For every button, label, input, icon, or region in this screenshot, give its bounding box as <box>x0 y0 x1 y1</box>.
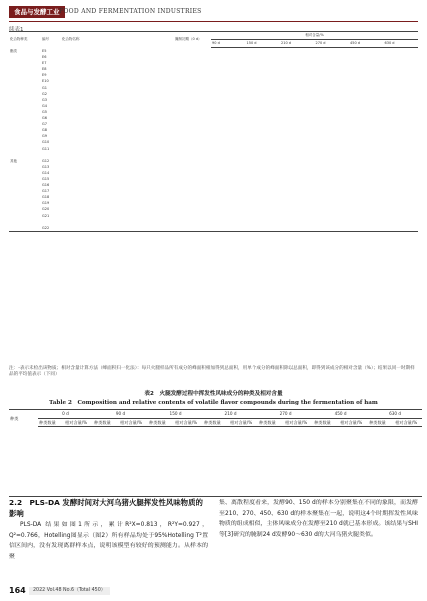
table-cell <box>9 435 38 443</box>
th-subcol: 相对含量/% <box>284 418 313 427</box>
table-cell <box>258 427 284 435</box>
table-cell <box>38 450 64 458</box>
table-cell <box>284 427 313 435</box>
th-subcol: 相对含量/% <box>229 418 258 427</box>
table-cell <box>119 488 148 496</box>
table-cell <box>384 48 419 55</box>
th-subcol: 种类数量 <box>148 418 174 427</box>
th-subcol: 种类数量 <box>368 418 394 427</box>
table-cell <box>211 225 246 232</box>
table1-continued-label: 续表1 <box>9 27 24 33</box>
table-cell <box>394 480 422 488</box>
table-cell: G9 <box>42 134 47 139</box>
th-day: 210 d <box>203 410 258 419</box>
table1-footnote: 注：-表示未检出该物质；相对含量计算方法（峰面积归一化法）：每只火腿样品所有成分的峰面积相加得到总面积，用单个成分的峰面积除以总面积，即得到该成分的相对含量（%）；结果以同一时期样品的平均值表示（下同） <box>9 366 415 378</box>
table-cell <box>203 442 229 450</box>
table-cell <box>64 435 93 443</box>
table-cell: G14 <box>42 170 50 175</box>
th-subcol: 相对含量/% <box>119 418 148 427</box>
table2 <box>9 409 422 497</box>
th-subcol: 种类数量 <box>258 418 284 427</box>
th-category: 化合物种类 <box>9 32 41 48</box>
page-number: 164 <box>9 586 26 595</box>
th-subcol: 种类数量 <box>313 418 339 427</box>
table-cell <box>148 427 174 435</box>
table-cell <box>284 488 313 496</box>
table-row <box>9 458 422 466</box>
table-cell: G3 <box>42 97 47 102</box>
table-cell <box>93 488 119 496</box>
table-cell <box>64 480 93 488</box>
th-subcol: 种类数量 <box>203 418 229 427</box>
table-cell: E9 <box>42 73 47 78</box>
table-cell <box>203 473 229 481</box>
table-cell <box>394 465 422 473</box>
th-subcol: 相对含量/% <box>64 418 93 427</box>
table-cell <box>339 488 368 496</box>
table-cell <box>211 48 246 55</box>
th-day: 630 d <box>368 410 422 419</box>
table-cell <box>229 435 258 443</box>
table-cell: G10 <box>42 140 50 145</box>
table-cell <box>203 450 229 458</box>
table-cell <box>119 480 148 488</box>
table-cell <box>258 465 284 473</box>
table-cell <box>203 435 229 443</box>
table-cell <box>174 458 203 466</box>
table-cell <box>64 458 93 466</box>
th-day: 210 d <box>280 40 315 48</box>
th-subcol: 相对含量/% <box>394 418 422 427</box>
table-cell <box>38 465 64 473</box>
table-cell <box>64 450 93 458</box>
th-compound-name: 化合物名称 <box>61 32 174 48</box>
table-cell <box>148 488 174 496</box>
table-cell <box>9 480 38 488</box>
running-header <box>9 6 418 19</box>
text-column-right <box>219 498 418 540</box>
table-cell <box>38 435 64 443</box>
body-paragraph: 集、离散程度看来，发酵90、150 d的样本分别聚集在不同的象限，而发酵至210、270、450、630 d的样本聚集在一起，说明这4个时期挥发性风味物质的组成相似，主体风味成分在发酵至210 d就已基本形成。该结果与SHI等[3]研究的腌制24 d发酵90～630 d的大河乌猪火腿类似。 <box>219 500 418 538</box>
table-cell <box>174 442 203 450</box>
journal-name-cn: 食品与发酵工业 <box>9 6 65 18</box>
table-cell <box>148 435 174 443</box>
table-cell <box>9 458 38 466</box>
table-cell <box>258 442 284 450</box>
table-cell <box>384 225 419 232</box>
table-cell: G20 <box>42 207 50 212</box>
table-cell <box>258 488 284 496</box>
table2-caption-en: Table 2 Composition and relative contents of volatile flavor compounds during the fermentation of ham <box>49 400 378 406</box>
header-rule <box>9 21 418 22</box>
body-paragraph: PLS-DA 结果如图1所示，累计R²X=0.813，R²Y=0.927，Q²=0.766，Hotelling图显示（图2）所有样品均处于95%Hotelling T²置信区间内，没有发现离群样本点，说明该模型有较好的预测能力。从样本的聚 <box>9 522 208 560</box>
table-cell: 其他 <box>10 158 17 163</box>
table-cell <box>38 458 64 466</box>
table-cell <box>246 225 281 232</box>
table-cell <box>284 458 313 466</box>
table-cell: G6 <box>42 116 47 121</box>
table-cell <box>229 450 258 458</box>
table1 <box>9 31 418 232</box>
th-number: 编号 <box>41 32 61 48</box>
table-cell <box>93 442 119 450</box>
table-cell <box>368 473 394 481</box>
journal-issue: 2022 Vol.48 No.6（Total 450） <box>29 587 110 595</box>
table-row <box>9 465 422 473</box>
table-row <box>9 427 422 435</box>
th-subcol: 种类数量 <box>38 418 64 427</box>
table-cell <box>93 473 119 481</box>
table-cell: G5 <box>42 109 47 114</box>
table-cell <box>339 435 368 443</box>
th-subcol: 种类数量 <box>93 418 119 427</box>
table-cell: G8 <box>42 128 47 133</box>
table-cell: G21 <box>42 213 50 218</box>
table-cell <box>38 427 64 435</box>
table-cell <box>258 435 284 443</box>
th-day: 90 d <box>93 410 148 419</box>
table-cell: G19 <box>42 201 50 206</box>
table-cell <box>203 465 229 473</box>
table-cell <box>93 450 119 458</box>
table-row <box>9 442 422 450</box>
table-cell <box>38 480 64 488</box>
table-cell <box>203 480 229 488</box>
table-cell <box>284 442 313 450</box>
table-cell <box>284 473 313 481</box>
table-cell <box>229 465 258 473</box>
table-row <box>9 450 422 458</box>
table-cell <box>313 473 339 481</box>
table-cell <box>64 465 93 473</box>
table-cell: 酯类 <box>10 48 17 53</box>
table-cell <box>93 458 119 466</box>
table-cell: G22 <box>41 225 61 232</box>
table-cell: G4 <box>42 103 47 108</box>
table-cell <box>93 427 119 435</box>
table-cell <box>174 450 203 458</box>
table-cell <box>64 427 93 435</box>
table-cell <box>9 450 38 458</box>
table-cell <box>258 473 284 481</box>
table-cell <box>93 480 119 488</box>
table-cell: G2 <box>42 91 47 96</box>
table-cell <box>394 473 422 481</box>
table-cell <box>339 465 368 473</box>
table-cell: E8 <box>42 67 47 72</box>
table-cell <box>339 450 368 458</box>
table-cell <box>148 473 174 481</box>
table-cell <box>315 225 350 232</box>
th-subcol: 相对含量/% <box>174 418 203 427</box>
table-cell <box>61 48 174 55</box>
table-cell <box>349 48 384 55</box>
table-cell: E7 <box>42 61 47 66</box>
th-day: 90 d <box>211 40 246 48</box>
table-cell <box>174 225 211 232</box>
table-row <box>9 225 418 232</box>
table-row <box>9 48 418 55</box>
table-cell <box>349 225 384 232</box>
table-cell <box>284 435 313 443</box>
table-cell <box>64 488 93 496</box>
table-cell <box>119 465 148 473</box>
table-cell <box>394 450 422 458</box>
table-cell: G11 <box>42 146 50 151</box>
table-cell: G12 <box>42 158 50 163</box>
table-cell <box>246 48 281 55</box>
table-cell <box>148 465 174 473</box>
table-cell <box>229 473 258 481</box>
table-cell <box>394 458 422 466</box>
table-cell: G15 <box>42 176 50 181</box>
table-cell <box>368 442 394 450</box>
table-cell <box>174 435 203 443</box>
table-cell <box>394 435 422 443</box>
th-day: 0 d <box>38 410 93 419</box>
table-cell <box>93 465 119 473</box>
table-cell <box>258 480 284 488</box>
text-column-left <box>9 498 208 563</box>
table-cell <box>61 225 174 232</box>
table-row <box>9 473 422 481</box>
table-cell <box>9 473 38 481</box>
table-cell <box>368 435 394 443</box>
table-cell <box>339 473 368 481</box>
table-cell <box>203 488 229 496</box>
th-initial-period: 腌制初期（0 d） <box>174 32 211 48</box>
table-cell <box>9 427 38 435</box>
table-cell <box>148 442 174 450</box>
table-cell <box>119 442 148 450</box>
table-cell <box>203 427 229 435</box>
th-day: 150 d <box>148 410 203 419</box>
table-cell <box>119 458 148 466</box>
table-cell <box>174 480 203 488</box>
table-cell: G18 <box>42 195 50 200</box>
table-cell <box>313 427 339 435</box>
table-cell <box>148 458 174 466</box>
table-cell <box>280 48 315 55</box>
table-row <box>9 488 422 496</box>
table-cell <box>313 458 339 466</box>
table-cell <box>174 473 203 481</box>
th-day: 450 d <box>349 40 384 48</box>
table-cell <box>313 435 339 443</box>
th-day: 450 d <box>313 410 368 419</box>
section-heading: 2.2 PLS-DA 发酵时间对大河乌猪火腿挥发性风味物质的影响 <box>9 498 203 518</box>
table-cell <box>313 465 339 473</box>
table-row <box>9 435 422 443</box>
table-cell <box>368 480 394 488</box>
table-cell: G13 <box>42 164 50 169</box>
table-cell <box>394 427 422 435</box>
table-row <box>9 480 422 488</box>
journal-name-en: FOOD AND FERMENTATION INDUSTRIES <box>59 8 202 15</box>
table-cell <box>174 48 211 55</box>
table-cell: E6 <box>42 55 47 60</box>
table-cell <box>93 435 119 443</box>
table-cell <box>313 488 339 496</box>
table-cell: G17 <box>42 189 50 194</box>
th-subcol: 相对含量/% <box>339 418 368 427</box>
table-cell <box>339 458 368 466</box>
th-relative-content: 相对含量/% <box>211 32 418 40</box>
table-cell <box>203 458 229 466</box>
table-cell <box>9 442 38 450</box>
table-cell <box>313 480 339 488</box>
table-cell <box>313 442 339 450</box>
th-day: 630 d <box>384 40 419 48</box>
table-cell <box>315 48 350 55</box>
th-day: 270 d <box>315 40 350 48</box>
table-cell <box>339 427 368 435</box>
table-cell <box>368 465 394 473</box>
table-cell <box>9 225 41 232</box>
table-cell <box>119 427 148 435</box>
table-cell <box>394 442 422 450</box>
th-day: 150 d <box>246 40 281 48</box>
table-cell <box>339 442 368 450</box>
table-cell: G16 <box>42 183 50 188</box>
table-cell <box>284 465 313 473</box>
table-cell <box>284 450 313 458</box>
table-cell <box>368 427 394 435</box>
table-cell: G1 <box>42 85 47 90</box>
table-cell: G7 <box>42 122 47 127</box>
table-cell <box>38 488 64 496</box>
table-cell <box>119 450 148 458</box>
table-cell <box>64 473 93 481</box>
table-cell <box>119 473 148 481</box>
table-cell <box>174 465 203 473</box>
table-cell <box>9 465 38 473</box>
table2-caption-cn: 表2 火腿发酵过程中挥发性风味成分的种类及相对含量 <box>144 391 283 397</box>
table-cell <box>229 458 258 466</box>
table-cell <box>148 450 174 458</box>
table-cell <box>280 225 315 232</box>
table-cell <box>368 450 394 458</box>
th-day: 270 d <box>258 410 313 419</box>
table-cell <box>9 488 38 496</box>
table-cell <box>339 480 368 488</box>
table-cell <box>229 427 258 435</box>
table-cell <box>313 450 339 458</box>
table-cell <box>119 435 148 443</box>
table-cell: E5 <box>42 48 47 53</box>
table-cell <box>64 442 93 450</box>
table-cell <box>174 488 203 496</box>
table-cell <box>284 480 313 488</box>
table-cell <box>38 442 64 450</box>
table-cell <box>229 488 258 496</box>
table-cell <box>174 427 203 435</box>
table-cell: E10 <box>42 79 49 84</box>
table-cell <box>368 458 394 466</box>
table-cell <box>258 458 284 466</box>
table-cell <box>148 480 174 488</box>
table-cell <box>368 488 394 496</box>
table-cell <box>38 473 64 481</box>
table-cell <box>258 450 284 458</box>
th-kind: 种类 <box>9 410 38 427</box>
table-cell <box>394 488 422 496</box>
table-cell <box>229 480 258 488</box>
table-cell <box>229 442 258 450</box>
